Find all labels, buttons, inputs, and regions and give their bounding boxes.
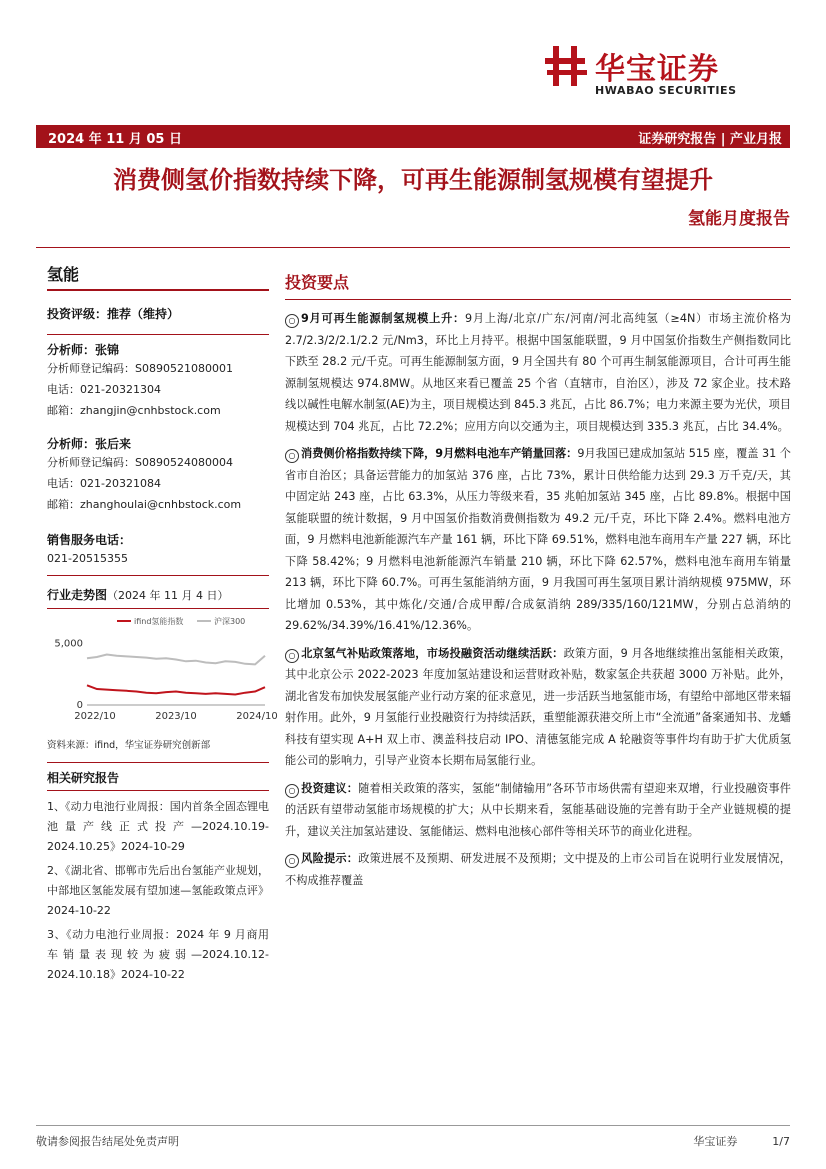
key-point bbox=[285, 308, 791, 437]
bullet-icon: ○ bbox=[285, 649, 299, 663]
series-line bbox=[87, 655, 265, 665]
legend-label: 沪深300 bbox=[214, 617, 246, 626]
analyst1-email: 邮箱：zhangjin@cnhbstock.com bbox=[47, 404, 221, 417]
left-sidebar bbox=[47, 262, 278, 985]
series-line bbox=[87, 685, 265, 694]
report-category: 证券研究报告 | 产业月报 bbox=[638, 132, 782, 147]
x-tick-label: 2024/10 bbox=[236, 711, 278, 722]
key-points bbox=[285, 270, 791, 897]
divider bbox=[47, 790, 269, 791]
key-point-lead: 北京氢气补贴政策落地，市场投融资活动继续活跃： bbox=[301, 646, 564, 660]
report-subtitle: 氢能月度报告 bbox=[688, 209, 790, 229]
brand-mark-icon bbox=[545, 44, 589, 88]
bullet-icon: ○ bbox=[285, 449, 299, 463]
title-divider bbox=[36, 247, 790, 248]
analyst1-tel: 电话：021-20321304 bbox=[47, 383, 161, 396]
analyst1-reg: 分析师登记编码：S0890521080001 bbox=[47, 362, 233, 375]
key-point-lead: 消费侧价格指数持续下降，9月燃料电池车产销量回落： bbox=[301, 447, 578, 460]
bullet-icon: ○ bbox=[285, 314, 299, 328]
legend-label: ifind氢能指数 bbox=[134, 617, 184, 626]
key-point-lead: 风险提示： bbox=[301, 852, 359, 865]
rating: 投资评级：推荐（维持） bbox=[47, 307, 180, 321]
y-tick-label: 0 bbox=[76, 700, 83, 711]
brand-name-en: HWABAO SECURITIES bbox=[595, 84, 737, 97]
sales-phone: 021-20515355 bbox=[47, 552, 128, 565]
key-point-body: 政策进展不及预期、研发进展不及预期；文中提及的上市公司旨在说明行业发展情况，不构成推荐覆盖 bbox=[285, 852, 791, 887]
brand-name-cn: 华宝证券 bbox=[595, 52, 719, 87]
trend-date: （2024 年 11 月 4 日） bbox=[107, 589, 229, 602]
key-point-lead: 9月可再生能源制氢规模上升： bbox=[301, 312, 466, 325]
key-point bbox=[285, 778, 791, 843]
report-title: 消费侧氢价指数持续下降，可再生能源制氢规模有望提升 bbox=[113, 166, 713, 194]
footer-right bbox=[693, 1133, 790, 1149]
key-point-body: 政策方面，9 月各地继续推出氢能相关政策，其中北京公示 2022-2023 年度加氢站建设和运营财政补贴，数家氢企共获超 3000 万补贴。此外，湖北省发布加快发展氢能产业行动方案的征求意见，进一步活跃当地氢能市场，有望给中部地区带来辐射作用。此外，9 月氢能行业投融资行为持续活跃，重塑能源获港交所上市“全流通”备案通知书、龙蟠科技有望实现 A+H 双上市、澳盖科技启动 IPO、清德氢能完成 A 轮融资等事件均有助于扩大优质氢能公司的影响力，引导产业资本长期布局氢能行业。 bbox=[285, 646, 791, 767]
header-banner bbox=[36, 125, 790, 148]
brand-logo bbox=[545, 44, 785, 100]
related-report-item[interactable]: 1、《动力电池行业周报：国内首条全固态锂电池量产线正式投产—2024.10.19-2024.10.25》2024-10-29 bbox=[47, 800, 269, 853]
analyst2-tel: 电话：021-20321084 bbox=[47, 477, 161, 490]
trend-label: 行业走势图 bbox=[47, 588, 108, 602]
chart-source: 资料来源：ifind，华宝证券研究创新部 bbox=[47, 740, 211, 751]
sector-name: 氢能 bbox=[47, 262, 269, 291]
disclaimer-note: 敬请参阅报告结尾处免责声明 bbox=[36, 1135, 179, 1148]
related-report-item[interactable]: 2、《湖北省、邯郸市先后出台氢能产业规划，中部地区氢能发展有望加速—氢能政策点评》2024-10-22 bbox=[47, 864, 269, 917]
analyst2-name: 分析师：张后来 bbox=[47, 437, 132, 451]
key-point bbox=[285, 643, 791, 772]
key-point-body: 9月我国已建成加氢站 515 座，覆盖 31 个省市自治区；具备运营能力的加氢站 376 座，占比 73%，累计日供给能力达到 29.3 万千克/天，其中固定站 243 座，占比 63.3%，从压力等级来看，35 兆帕加氢站 345 座，占比 89.8%。根据中国氢能联盟的统计数据，9 月中国氢价指数消费侧指数为 49.2 元/千克，环比下降 2.4%。燃料电池方面，9 月燃料电池新能源汽车产量 161 辆，环比下降 69.51%，燃料电池车商用车产量 227 辆，环比下降 58.42%；9 月燃料电池新能源汽车销量 210 辆，环比下降 62.57%，燃料电池车商用车销量 213 辆，环比下降 60.7%。可再生氢能消纳方面，9 月我国可再生氢项目累计消纳规模 975MW，环比增加 0.53%，其中炼化/交通/合成甲醇/合成氨消纳 289/335/160/121MW，分别占总消纳的 29.62%/34.39%/16.41%/12.36%。 bbox=[285, 447, 791, 632]
divider bbox=[47, 608, 269, 609]
analyst2-email: 邮箱：zhanghoulai@cnhbstock.com bbox=[47, 498, 242, 511]
key-point-body: 9月上海/北京/广东/河南/河北高纯氢（≥4N）市场主流价格为 2.7/2.3/2/2.1/2.2 元/Nm3，环比上月持平。根据中国氢能联盟，9 月中国氢价指数生产侧指数同比下跌至 28.2 元/千克。可再生能源制氢方面，9 月全国共有 80 个可再生制氢能源项目，合计可再生能源制氢规模达 974.8MW。从地区来看已覆盖 25 个省（直辖市，自治区），涉及 72 家企业。技术路线以碱性电解水制氢(AE)为主，项目规模达到 845.3 兆瓦，占比 86.7%；电力来源主要为光伏，项目规模达到 704 兆瓦，占比 72.2%；应用方向以交通为主，项目规模达到 335.3 兆瓦，占比 34.4%。 bbox=[285, 312, 791, 433]
y-tick-label: 5,000 bbox=[54, 638, 83, 650]
footer-company: 华宝证券 bbox=[693, 1135, 738, 1148]
divider bbox=[47, 762, 269, 763]
key-point bbox=[285, 848, 791, 891]
page-number: 1/7 bbox=[772, 1135, 790, 1148]
key-point-body: 随着相关政策的落实，氢能“制储输用”各环节市场供需有望迎来双增，行业投融资事件的活跃有望带动氢能市场规模的扩大；从中长期来看，氢能基础设施的完善有助于全产业链规模的提升，建议关注加氢站建设、氢能储运、燃料电池核心部件等相关环节的商业化进程。 bbox=[285, 781, 791, 838]
key-points-heading: 投资要点 bbox=[285, 270, 791, 300]
key-point bbox=[285, 443, 791, 637]
sales-label: 销售服务电话： bbox=[47, 533, 132, 547]
related-reports-heading: 相关研究报告 bbox=[47, 771, 120, 785]
analyst1-name: 分析师：张锦 bbox=[47, 343, 120, 357]
key-point-lead: 投资建议： bbox=[301, 781, 359, 795]
related-report-item[interactable]: 3、《动力电池行业周报：2024 年 9 月商用车销量表现较为疲弱—2024.10.12-2024.10.18》2024-10-22 bbox=[47, 928, 269, 981]
analyst2-reg: 分析师登记编码：S0890524080004 bbox=[47, 456, 233, 469]
divider bbox=[47, 334, 269, 335]
divider bbox=[47, 575, 269, 576]
industry-trend-chart bbox=[47, 615, 278, 727]
x-tick-label: 2022/10 bbox=[74, 711, 116, 722]
bullet-icon: ○ bbox=[285, 854, 299, 868]
x-tick-label: 2023/10 bbox=[155, 711, 197, 722]
footer-divider bbox=[36, 1125, 790, 1126]
report-date: 2024 年 11 月 05 日 bbox=[48, 132, 182, 147]
related-reports-list bbox=[47, 797, 269, 985]
trend-heading bbox=[47, 584, 269, 606]
bullet-icon: ○ bbox=[285, 784, 299, 798]
